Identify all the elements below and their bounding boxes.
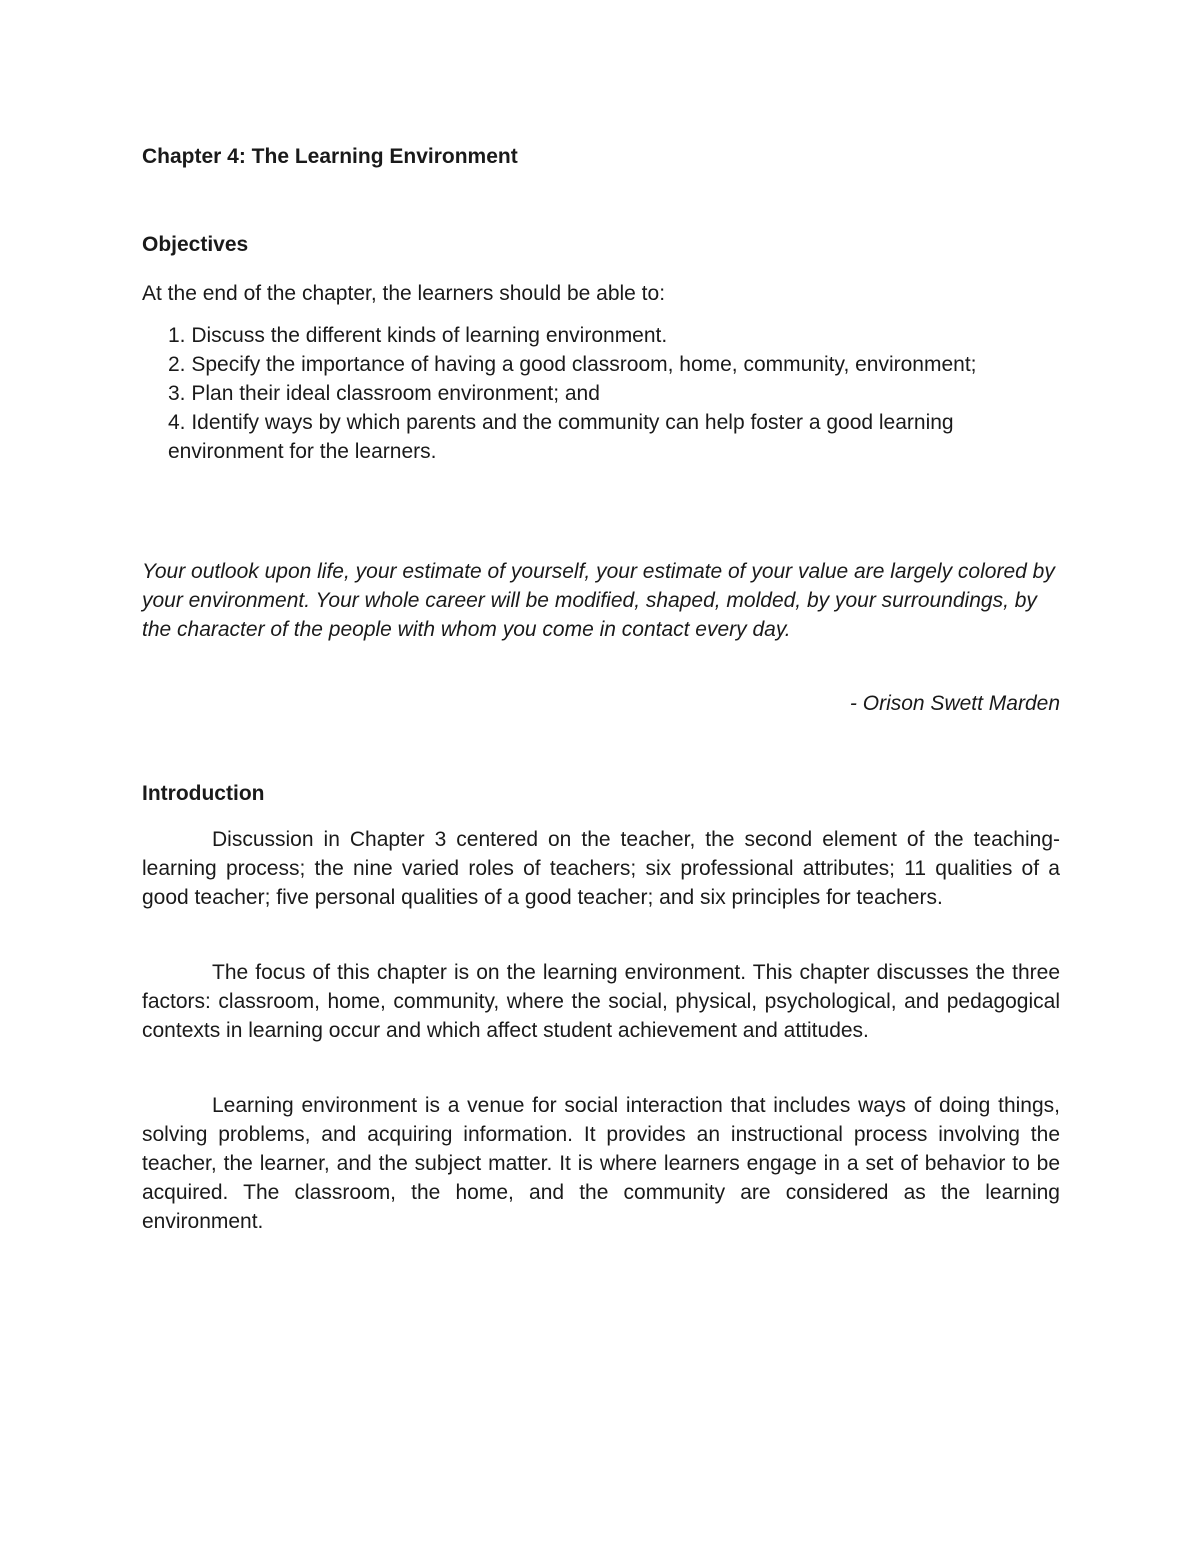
introduction-heading: Introduction xyxy=(142,782,265,805)
objectives-intro: At the end of the chapter, the learners should be able to: xyxy=(142,282,666,305)
objectives-heading: Objectives xyxy=(142,233,249,256)
objective-item: 3. Plan their ideal classroom environment; and xyxy=(168,382,600,405)
objectives-list xyxy=(168,321,1060,466)
introduction-paragraph: Learning environment is a venue for social interaction that includes ways of doing things, solving problems, and acquiring information. It provides an instructional process involving the teacher, the learner, and the subject matter. It is where learners engage in a set of behavior to be acquired. The classroom, the home, and the community are considered as the learning environment. xyxy=(142,1094,1060,1233)
quote-attribution: - Orison Swett Marden xyxy=(849,692,1060,715)
chapter-title: Chapter 4: The Learning Environment xyxy=(142,145,518,168)
epigraph-quote: Your outlook upon life, your estimate of yourself, your estimate of your value are largely colored by your environment. Your whole career will be modified, shaped, molded, by your surroundings, by the character of the people with whom you come in contact every day. xyxy=(142,560,1055,641)
objective-item: 1. Discuss the different kinds of learning environment. xyxy=(168,324,668,347)
objective-item: 2. Specify the importance of having a good classroom, home, community, environment; xyxy=(168,353,977,376)
introduction-paragraph: The focus of this chapter is on the learning environment. This chapter discusses the three factors: classroom, home, community, where the social, physical, psychological, and pedagogical contexts in learning occur and which affect student achievement and attitudes. xyxy=(142,961,1060,1042)
introduction-paragraph: Discussion in Chapter 3 centered on the teacher, the second element of the teaching-learning process; the nine varied roles of teachers; six professional attributes; 11 qualities of a good teacher; five personal qualities of a good teacher; and six principles for teachers. xyxy=(142,828,1060,909)
objective-item: 4. Identify ways by which parents and the community can help foster a good learning environment for the learners. xyxy=(168,411,954,463)
